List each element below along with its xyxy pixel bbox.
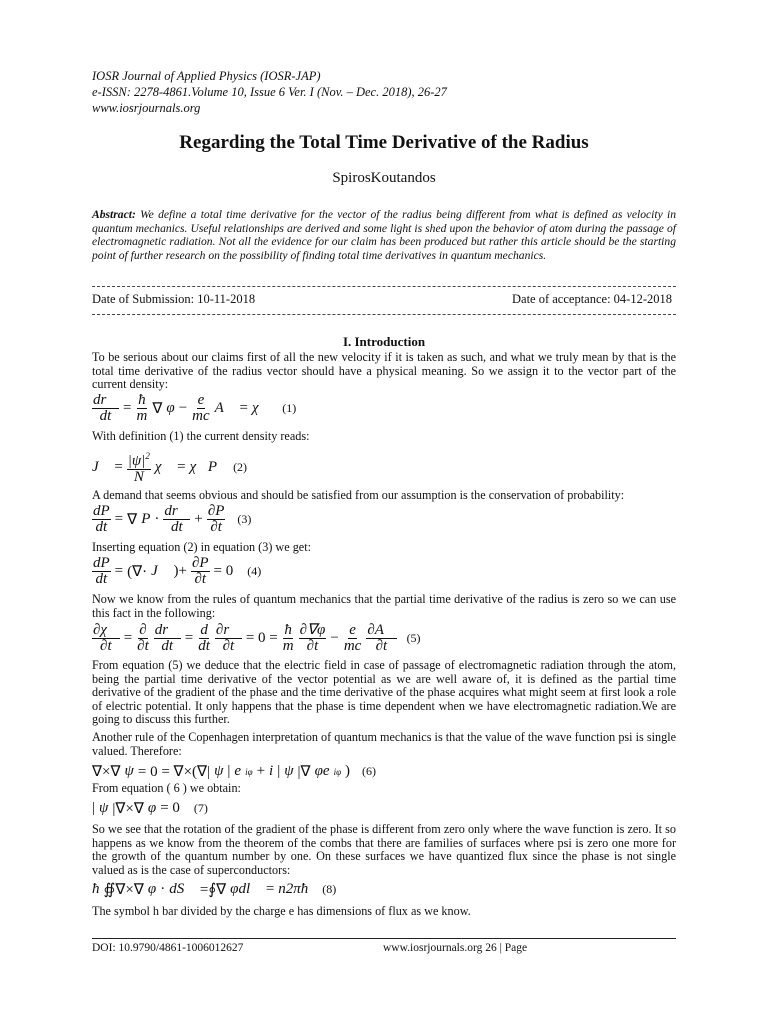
eq-number-8: (8) (322, 882, 337, 896)
abstract (92, 208, 676, 262)
submission-date: Date of Submission: 10-11-2018 (92, 292, 256, 306)
eq-number-4: (4) (247, 564, 262, 578)
equation-7: | ψ |∇×∇ φ = 0 (7) (92, 800, 208, 817)
paragraph-5: Now we know from the rules of quantum mechanics that the partial time derivative of the radius is zero so we can use this fact in the following: (92, 592, 676, 620)
journal-url: www.iosrjournals.org (92, 101, 201, 115)
paper-author: SpirosKoutandos (332, 170, 436, 186)
paragraph-2: With definition (1) the current density reads: (92, 429, 310, 443)
equation-1: $\frac{dr⃗}{dt}$ = $\frac{ħ}{m}$ ∇ φ − $\frac{e}{mc}$ A⃗ = χ⃗ (1) (93, 392, 297, 424)
eq-number-7: (7) (193, 801, 208, 815)
paragraph-8: From equation ( 6 ) we obtain: (92, 781, 241, 795)
acceptance-date: Date of acceptance: 04-12-2018 (512, 292, 672, 306)
paragraph-7: Another rule of the Copenhagen interpretation of quantum mechanics is that the value of the wave function psi is single valued. Therefore: (92, 730, 676, 758)
equation-4: $\frac{dP}{dt}$ = (∇· J⃗ )+ $\frac{\partial P}{\partial t}$ = 0 (4) (93, 555, 262, 587)
paragraph-10: The symbol h bar divided by the charge e has dimensions of flux as we know. (92, 904, 471, 918)
section-heading: I. Introduction (342, 334, 426, 349)
equation-2: J⃗ = $\frac{|\psi|^2}{N}$ χ⃗ = χ⃗P (2) (92, 451, 248, 485)
eq-number-6: (6) (362, 764, 377, 778)
journal-name: IOSR Journal of Applied Physics (IOSR-JAP) (92, 69, 321, 83)
paragraph-6: From equation (5) we deduce that the electric field in case of passage of electromagnetic radiation through the atom, being the partial time derivative of the vector potential as we are well aware of, it is defined as the partial time derivative of the gradient of the phase and the time derivative of the phase acquires what might seem at first look a role of electric potential. It only happens that the phase is time dependent when we have electromagnetic radiation.We are going to discuss this further. (92, 658, 676, 727)
journal-issn: e-ISSN: 2278-4861.Volume 10, Issue 6 Ver. I (Nov. – Dec. 2018), 26-27 (92, 85, 447, 99)
paragraph-9: So we see that the rotation of the gradient of the phase is different from zero only where the wave function is zero. It so happens as we know from the theorem of the combs that there are families of surfaces where psi is zero one more for the growth of the quantum number by one. On these surfaces we have quantized flux since the phase is not single valued as is the case of superconductors: (92, 822, 676, 877)
equation-8: ħ ∯∇×∇ φ · dS⃗ =∮∇ φdl⃗ = n2πħ (8) (92, 881, 337, 898)
equation-3: $\frac{dP}{dt}$ = ∇ P · $\frac{dr⃗}{dt}$ + $\frac{\partial P}{\partial t}$ (3) (93, 503, 252, 535)
eq-number-1: (1) (282, 401, 297, 415)
abstract-text: We define a total time derivative for the vector of the radius being different from what is defined as velocity in quantum mechanics. Useful relationships are derived and some light is shed upon the behavior of atom during the passage of electromagnetic radiation. Not all the evidence for our claim has been produced but rather this article should be the starting point of further research on the possibility of finding total time derivatives in quantum mechanics. (92, 208, 676, 262)
eq-number-2: (2) (233, 459, 248, 474)
paper-title: Regarding the Total Time Derivative of the Radius (179, 132, 589, 153)
divider-top (92, 286, 676, 287)
paragraph-4: Inserting equation (2) in equation (3) we get: (92, 540, 311, 554)
paragraph-3: A demand that seems obvious and should be satisfied from our assumption is the conservation of probability: (92, 488, 625, 502)
equation-6: ∇×∇ ψ = 0 = ∇×(∇| ψ | e iφ + i | ψ |∇ φe iφ ) (6) (92, 763, 377, 780)
eq-number-5: (5) (406, 631, 421, 645)
footer-page: www.iosrjournals.org 26 | Page (383, 942, 528, 954)
footer-rule (92, 938, 676, 939)
divider-bottom (92, 314, 676, 315)
equation-5: $\frac{\partial\chi⃗}{\partial t}$ = $\frac{\partial}{\partial t}$ $\frac{dr⃗}{dt}$ = $\frac{d}{dt}$ $\frac{\partial r⃗}{\partial t}$ = 0 = $\frac{ħ}{m}$ $\frac{\partial\nabla\varphi}{\partial t}$ − $\frac{e}{mc}$ $\frac{\partial A⃗}{\partial t}$ (5) (93, 622, 421, 654)
abstract-label: Abstract: (92, 208, 136, 221)
footer-doi: DOI: 10.9790/4861-1006012627 (92, 942, 244, 954)
dates-row (92, 292, 672, 307)
paragraph-1: To be serious about our claims first of all the new velocity if it is taken as such, and what we truly mean by that is the total time derivative of the radius vector should have a physical meaning. So we assign it to the vector part of the current density: (92, 350, 676, 392)
eq-number-3: (3) (237, 512, 252, 526)
